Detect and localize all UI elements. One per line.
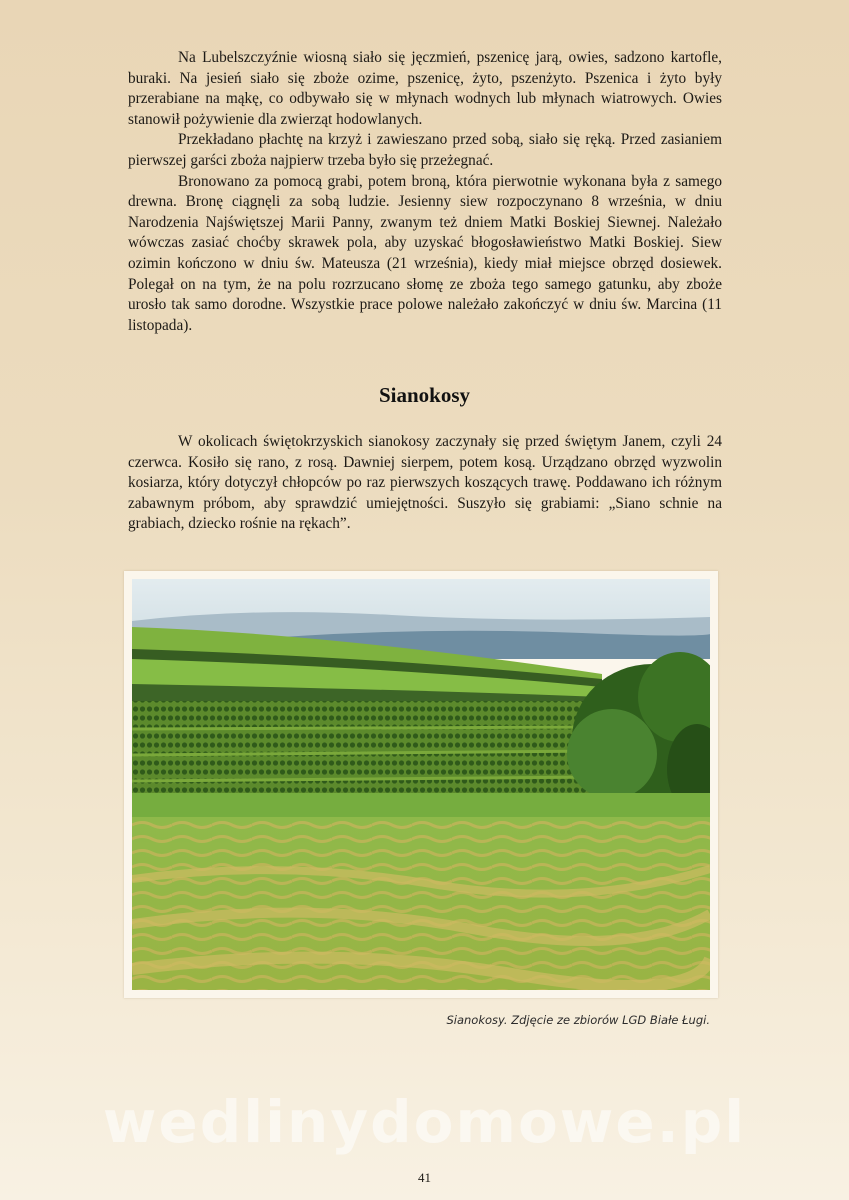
paragraph: Na Lubelszczyźnie wiosną siało się jęczmień, pszenicę jarą, owies, sadzono kartofle, buraki. Na jesień siało się zboże ozime, pszenicę, żyto, pszenżyto. Pszenica i żyto były przerabiane na mąkę, co odbywało się w młynach wodnych lub młynach wiatrowych. Owies stanowił pożywienie dla zwierząt hodowlanych. xyxy=(128,49,722,128)
paragraph: Przekładano płachtę na krzyż i zawieszano przed sobą, siało się ręką. Przed zasianiem pierwszej garści zboża najpierw trzeba było się przeżegnać. xyxy=(128,131,722,169)
watermark: wedlinydomowe.pl xyxy=(102,1088,747,1156)
page-number: 41 xyxy=(418,1170,431,1185)
section-heading: Sianokosy xyxy=(378,383,471,407)
paragraph: Bronowano za pomocą grabi, potem broną, która pierwotnie wykonana była z samego drewna. Bronę ciągnęli za sobą ludzie. Jesienny siew rozpoczynano 8 września, w dniu Narodzenia Najświętszej Marii Panny, zwanym też dniem Matki Boskiej Siewnej. Należało wówczas zasiać choćby skrawek pola, aby uzyskać błogosławieństwo Matki Boskiej. Siew ozimin kończono w dniu św. Mateusza (21 września), kiedy miał miejsce obrzęd dosiewek. Polegał on na tym, że na polu rozrzucano słomę ze zboża tego samego gatunku, aby zboże urosło tak samo dorodne. Wszystkie prace polowe należało zakończyć w dniu św. Marcina (11 listopada). xyxy=(128,172,722,334)
landscape-photo xyxy=(132,579,710,990)
photo-caption: Sianokosy. Zdjęcie ze zbiorów LGD Białe Ługi. xyxy=(446,1013,710,1027)
paragraph: W okolicach świętokrzyskich sianokosy zaczynały się przed świętym Janem, czyli 24 czerwca. Kosiło się rano, z rosą. Dawniej sierpem, potem kosą. Urządzano obrzęd wyzwolin kosiarza, który dotyczył chłopców po raz pierwszych koszących trawę. Poddawano ich różnym zabawnym próbom, aby sprawdzić umiejętności. Suszyło się grabiami: „Siano schnie na grabiach, dziecko rośnie na rękach”. xyxy=(128,433,722,533)
photo-frame xyxy=(124,571,718,998)
text-section-bottom xyxy=(128,432,722,535)
text-section-top xyxy=(128,48,722,336)
